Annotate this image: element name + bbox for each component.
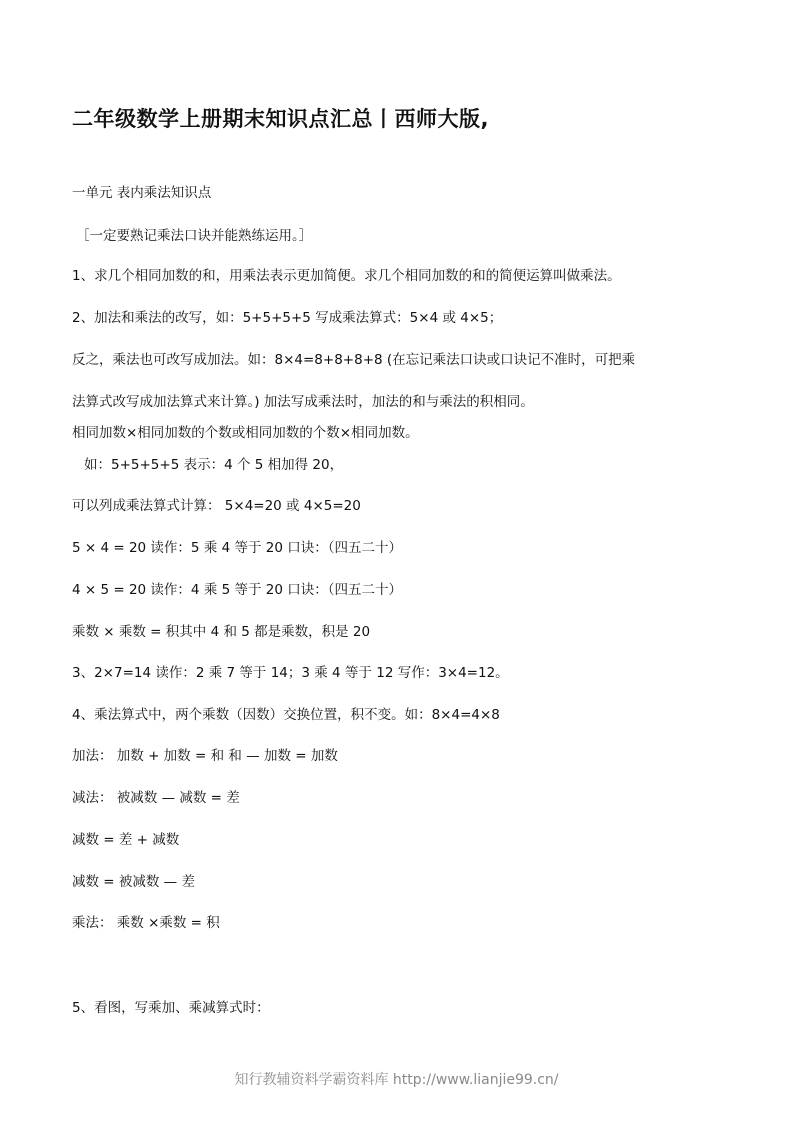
document-title: 二年级数学上册期末知识点汇总丨西师大版,	[72, 107, 489, 131]
point-2-continued-2: 法算式改写成加法算式来计算。) 加法写成乘法时，加法的和与乘法的积相同。	[72, 394, 534, 410]
bracket-note: ［一定要熟记乘法口诀并能熟练运用。］	[76, 228, 313, 244]
reading-line-2: 4 × 5 = 20 读作：4 乘 5 等于 20 口诀：（四五二十）	[72, 582, 402, 598]
example-multiplication: 可以列成乘法算式计算： 5×4=20 或 4×5=20	[72, 498, 361, 514]
subtraction-relation: 减法： 被减数 — 减数 = 差	[72, 790, 240, 806]
subtrahend-relation-2: 减数 = 被减数 — 差	[72, 874, 195, 890]
point-2: 2、加法和乘法的改写，如：5+5+5+5 写成乘法算式：5×4 或 4×5；	[72, 310, 503, 326]
reading-line-1: 5 × 4 = 20 读作：5 乘 4 等于 20 口诀：（四五二十）	[72, 540, 402, 556]
unit-heading: 一单元 表内乘法知识点	[72, 185, 212, 201]
factor-explanation: 乘数 × 乘数 = 积其中 4 和 5 都是乘数，积是 20	[72, 624, 371, 640]
example-line: 如：5+5+5+5 表示：4 个 5 相加得 20，	[84, 457, 344, 473]
point-2-continued-3: 相同加数×相同加数的个数或相同加数的个数×相同加数。	[72, 425, 419, 441]
point-1: 1、求几个相同加数的和，用乘法表示更加简便。求几个相同加数的和的简便运算叫做乘法。	[72, 268, 621, 284]
addition-relation: 加法： 加数 + 加数 = 和 和 — 加数 = 加数	[72, 748, 338, 764]
point-4: 4、乘法算式中，两个乘数（因数）交换位置，积不变。如：8×4=4×8	[72, 707, 500, 723]
subtrahend-relation-1: 减数 = 差 + 减数	[72, 832, 180, 848]
point-3: 3、2×7=14 读作：2 乘 7 等于 14；3 乘 4 等于 12 写作：3×4=12。	[72, 665, 509, 681]
multiplication-relation: 乘法： 乘数 ×乘数 = 积	[72, 915, 220, 931]
point-5: 5、看图，写乘加、乘减算式时：	[72, 1000, 270, 1016]
footer-watermark: 知行教辅资料学霸资料库 http://www.lianjie99.cn/	[234, 1072, 559, 1088]
point-2-continued-1: 反之，乘法也可改写成加法。如：8×4=8+8+8+8 (在忘记乘法口诀或口诀记不准时，可把乘	[72, 352, 636, 368]
